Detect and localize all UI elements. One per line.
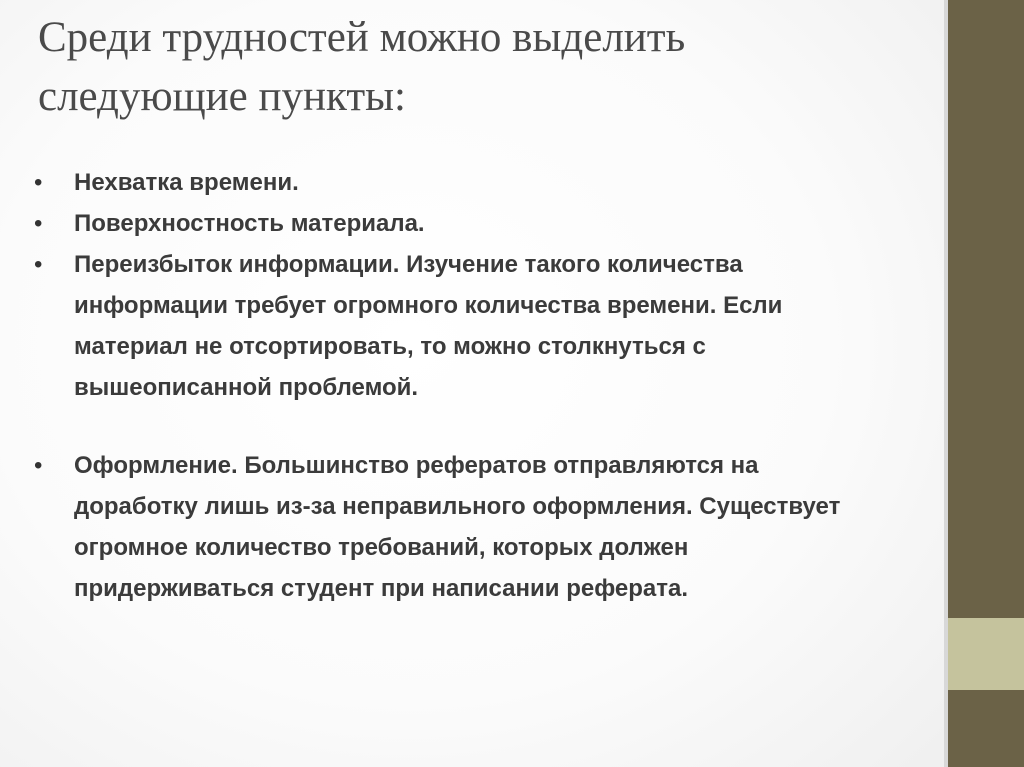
bullet-item: [34, 244, 854, 408]
bullet-gap: [34, 408, 854, 445]
side-bar-top: [948, 0, 1024, 618]
bullet-dot-icon: •: [34, 210, 43, 237]
bullet-item: [34, 203, 854, 244]
bullet-dot-icon: •: [34, 169, 43, 196]
bullet-item: [34, 445, 854, 609]
bullet-list: [34, 162, 854, 609]
side-bar-accent: [948, 618, 1024, 690]
bullet-text: Переизбыток информации. Изучение такого количества информации требует огромного количества времени. Если материал не отсортировать, то можно столкнуться с вышеописанной проблемой.: [74, 251, 783, 401]
bullet-dot-icon: •: [34, 452, 43, 479]
bullet-item: [34, 162, 854, 203]
bullet-text: Нехватка времени.: [74, 169, 299, 196]
bullet-dot-icon: •: [34, 251, 43, 278]
side-bar-bottom: [948, 690, 1024, 767]
slide-title: Среди трудностей можно выделить следующие пункты:: [38, 14, 686, 120]
bullet-text: Поверхностность материала.: [74, 210, 425, 237]
bullet-text: Оформление. Большинство рефератов отправляются на доработку лишь из-за неправильного оформления. Существует огромное количество требований, которых должен придерживаться студент при написании реферата.: [74, 452, 841, 602]
